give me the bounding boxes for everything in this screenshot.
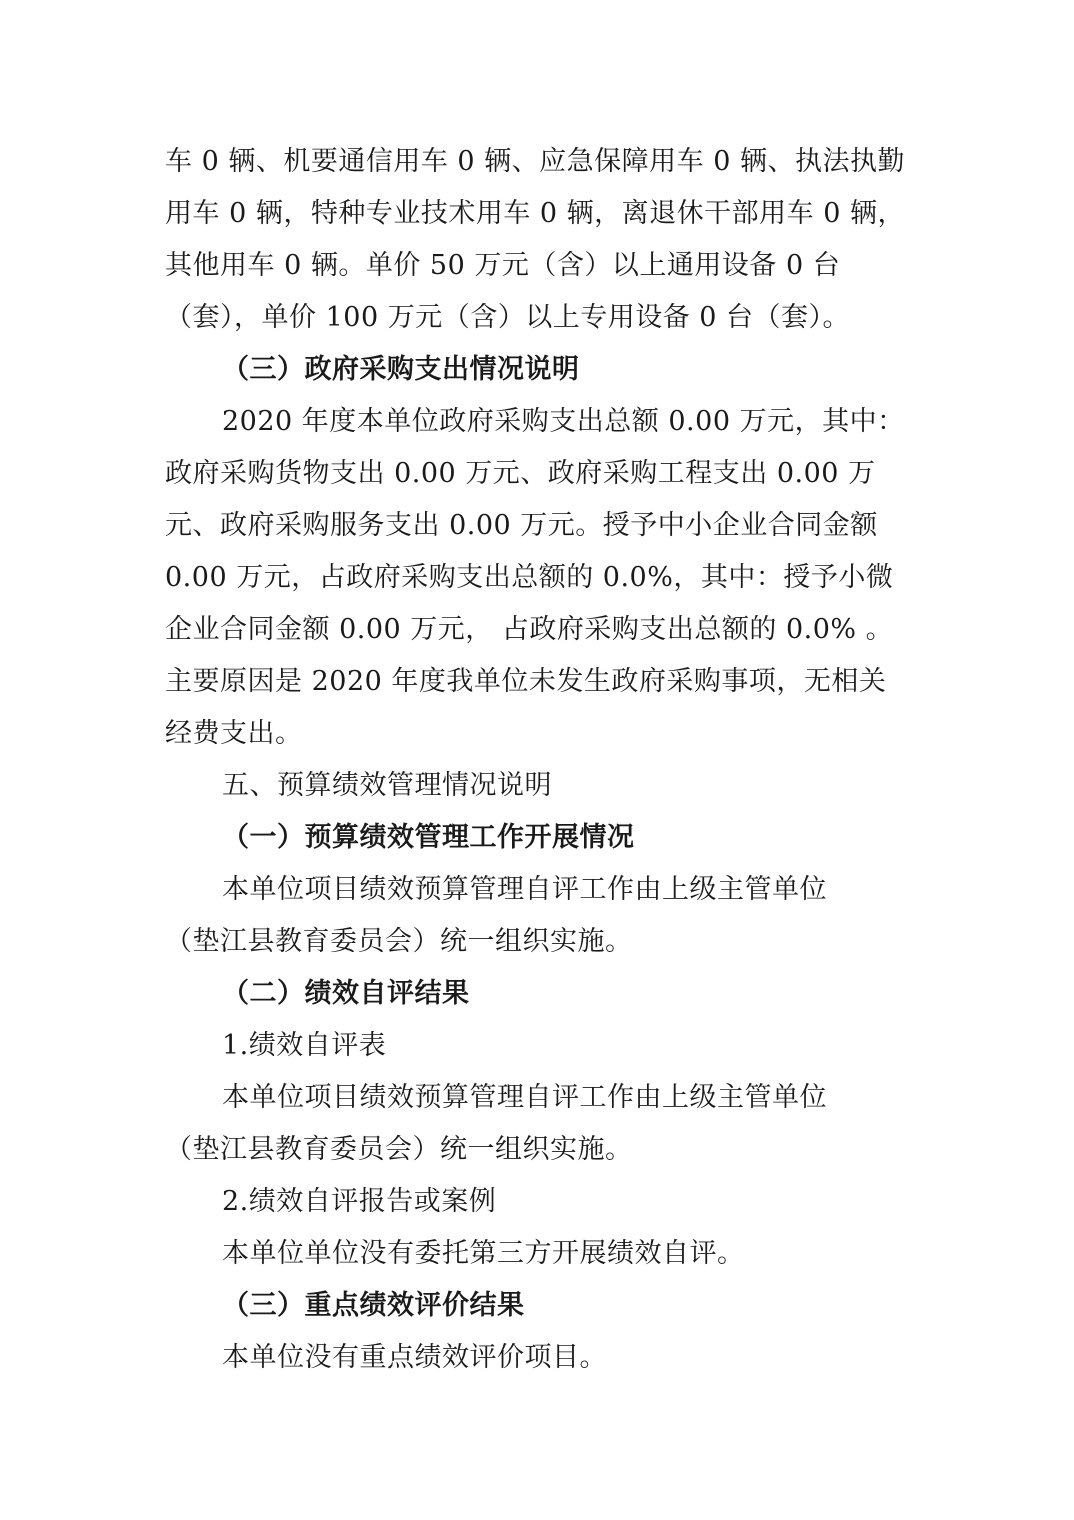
paragraph-line: 本单位项目绩效预算管理自评工作由上级主管单位 — [222, 874, 827, 905]
section-heading-five: 五、预算绩效管理情况说明 — [222, 770, 552, 801]
body-text-line: 用车 0 辆，特种专业技术用车 0 辆，离退休干部用车 0 辆， — [165, 198, 906, 229]
body-text-line: 其他用车 0 辆。单价 50 万元（含）以上通用设备 0 台 — [165, 250, 841, 281]
paragraph-line: 经费支出。 — [165, 718, 303, 749]
paragraph-line: （垫江县教育委员会）统一组织实施。 — [165, 926, 633, 957]
subsection-heading-2: （二）绩效自评结果 — [222, 978, 470, 1009]
item-title-self-evaluation-report: 2.绩效自评报告或案例 — [222, 1186, 497, 1217]
paragraph-line: 2020 年度本单位政府采购支出总额 0.00 万元，其中： — [222, 406, 905, 437]
body-text-line: （套），单价 100 万元（含）以上专用设备 0 台（套）。 — [165, 302, 851, 333]
section-heading-gov-procurement: （三）政府采购支出情况说明 — [222, 354, 580, 385]
paragraph-line: 企业合同金额 0.00 万元， 占政府采购支出总额的 0.0% 。 — [165, 614, 894, 645]
paragraph-line: （垫江县教育委员会）统一组织实施。 — [165, 1134, 633, 1165]
paragraph-line: 本单位没有重点绩效评价项目。 — [222, 1342, 607, 1373]
paragraph-line: 0.00 万元，占政府采购支出总额的 0.0%，其中：授予小微 — [165, 562, 894, 593]
paragraph-line: 元、政府采购服务支出 0.00 万元。授予中小企业合同金额 — [165, 510, 878, 541]
paragraph-line: 本单位单位没有委托第三方开展绩效自评。 — [222, 1238, 745, 1269]
subsection-heading-3: （三）重点绩效评价结果 — [222, 1290, 525, 1321]
paragraph-line: 本单位项目绩效预算管理自评工作由上级主管单位 — [222, 1082, 827, 1113]
item-title-self-evaluation-table: 1.绩效自评表 — [222, 1030, 387, 1061]
paragraph-line: 政府采购货物支出 0.00 万元、政府采购工程支出 0.00 万 — [165, 458, 876, 489]
subsection-heading-1: （一）预算绩效管理工作开展情况 — [222, 822, 635, 853]
body-text-line: 车 0 辆、机要通信用车 0 辆、应急保障用车 0 辆、执法执勤 — [165, 146, 906, 177]
paragraph-line: 主要原因是 2020 年度我单位未发生政府采购事项，无相关 — [165, 666, 887, 697]
